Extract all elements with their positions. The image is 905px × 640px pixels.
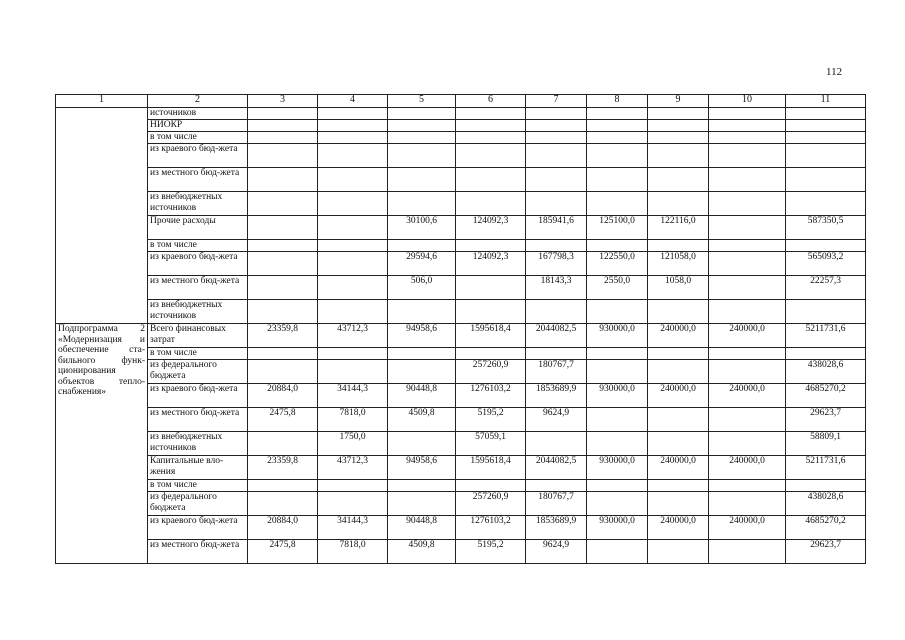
value-cell [709, 492, 786, 516]
value-cell [248, 432, 318, 456]
subprogram-cell: Подпрограмма 2 «Модернизация и обеспечение ста-бильного функ-ционирования объектов тепло-снабжения» [56, 324, 148, 564]
value-cell: 240000,0 [648, 456, 709, 480]
value-cell [248, 132, 318, 144]
value-cell [388, 300, 456, 324]
table-row [56, 540, 866, 564]
table-row [56, 168, 866, 192]
value-cell [648, 492, 709, 516]
value-cell [587, 432, 648, 456]
value-cell [318, 276, 388, 300]
table-row [56, 384, 866, 408]
value-cell [526, 144, 587, 168]
value-cell [786, 120, 866, 132]
value-cell [709, 240, 786, 252]
value-cell: 565093,2 [786, 252, 866, 276]
column-header: 3 [248, 95, 318, 108]
value-cell [318, 108, 388, 120]
value-cell [318, 168, 388, 192]
value-cell [709, 300, 786, 324]
value-cell: 930000,0 [587, 324, 648, 348]
value-cell [709, 192, 786, 216]
value-cell: 587350,5 [786, 216, 866, 240]
value-cell: 58809,1 [786, 432, 866, 456]
column-header: 5 [388, 95, 456, 108]
value-cell: 5211731,6 [786, 324, 866, 348]
table-row [56, 408, 866, 432]
value-cell [456, 120, 526, 132]
value-cell: 23359,8 [248, 456, 318, 480]
value-cell: 2475,8 [248, 408, 318, 432]
value-cell [248, 300, 318, 324]
value-cell [318, 480, 388, 492]
row-label: в том числе [148, 132, 248, 144]
value-cell: 90448,8 [388, 384, 456, 408]
table-row [56, 144, 866, 168]
value-cell [456, 132, 526, 144]
table-row [56, 492, 866, 516]
value-cell: 18143,3 [526, 276, 587, 300]
value-cell: 930000,0 [587, 456, 648, 480]
value-cell [786, 108, 866, 120]
value-cell [648, 144, 709, 168]
value-cell: 930000,0 [587, 384, 648, 408]
value-cell: 124092,3 [456, 216, 526, 240]
value-cell [248, 192, 318, 216]
value-cell: 240000,0 [709, 324, 786, 348]
value-cell [526, 192, 587, 216]
table-row [56, 120, 866, 132]
table-row [56, 132, 866, 144]
value-cell [786, 240, 866, 252]
value-cell [709, 276, 786, 300]
row-label: из краевого бюд-жета [148, 384, 248, 408]
value-cell [648, 360, 709, 384]
value-cell: 506,0 [388, 276, 456, 300]
column-header: 1 [56, 95, 148, 108]
value-cell: 438028,6 [786, 360, 866, 384]
value-cell [709, 144, 786, 168]
column-header: 9 [648, 95, 709, 108]
value-cell: 240000,0 [648, 516, 709, 540]
value-cell: 257260,9 [456, 360, 526, 384]
row-label: из внебюджетных источников [148, 432, 248, 456]
value-cell [248, 216, 318, 240]
value-cell: 29623,7 [786, 408, 866, 432]
value-cell: 20884,0 [248, 516, 318, 540]
value-cell [587, 120, 648, 132]
value-cell: 43712,3 [318, 456, 388, 480]
row-label: из федерального бюджета [148, 492, 248, 516]
value-cell: 9624,9 [526, 408, 587, 432]
column-header: 11 [786, 95, 866, 108]
value-cell [456, 480, 526, 492]
table-row [56, 348, 866, 360]
value-cell [648, 432, 709, 456]
value-cell: 257260,9 [456, 492, 526, 516]
table-row [56, 252, 866, 276]
value-cell [456, 348, 526, 360]
value-cell [648, 240, 709, 252]
value-cell: 94958,6 [388, 324, 456, 348]
value-cell [456, 108, 526, 120]
value-cell [587, 168, 648, 192]
value-cell [248, 360, 318, 384]
value-cell: 7818,0 [318, 540, 388, 564]
value-cell: 20884,0 [248, 384, 318, 408]
value-cell: 2550,0 [587, 276, 648, 300]
value-cell [318, 144, 388, 168]
value-cell [318, 360, 388, 384]
value-cell [587, 108, 648, 120]
value-cell [388, 360, 456, 384]
table-row [56, 324, 866, 348]
value-cell [587, 144, 648, 168]
value-cell [456, 300, 526, 324]
value-cell [587, 192, 648, 216]
value-cell: 5211731,6 [786, 456, 866, 480]
value-cell [587, 300, 648, 324]
value-cell [648, 132, 709, 144]
value-cell [526, 300, 587, 324]
value-cell [648, 480, 709, 492]
value-cell [248, 120, 318, 132]
table-row [56, 300, 866, 324]
table-row [56, 276, 866, 300]
row-label: из местного бюд-жета [148, 168, 248, 192]
value-cell [709, 132, 786, 144]
value-cell [526, 108, 587, 120]
value-cell [648, 168, 709, 192]
value-cell [709, 408, 786, 432]
row-label: из краевого бюд-жета [148, 252, 248, 276]
value-cell [456, 240, 526, 252]
value-cell [456, 168, 526, 192]
row-label: из внебюджетных источников [148, 192, 248, 216]
value-cell [786, 144, 866, 168]
value-cell [526, 168, 587, 192]
value-cell: 180767,7 [526, 492, 587, 516]
value-cell [248, 252, 318, 276]
row-label: в том числе [148, 348, 248, 360]
budget-table [55, 94, 866, 564]
value-cell [648, 408, 709, 432]
value-cell [786, 168, 866, 192]
value-cell: 2475,8 [248, 540, 318, 564]
value-cell: 5195,2 [456, 408, 526, 432]
value-cell [318, 300, 388, 324]
row-label: из внебюджетных источников [148, 300, 248, 324]
value-cell: 124092,3 [456, 252, 526, 276]
value-cell [709, 480, 786, 492]
value-cell [786, 192, 866, 216]
row-label: источников [148, 108, 248, 120]
value-cell: 4685270,2 [786, 516, 866, 540]
value-cell [648, 300, 709, 324]
value-cell: 4685270,2 [786, 384, 866, 408]
value-cell [388, 168, 456, 192]
value-cell [648, 348, 709, 360]
value-cell [318, 192, 388, 216]
value-cell: 185941,6 [526, 216, 587, 240]
value-cell [388, 120, 456, 132]
table-row [56, 216, 866, 240]
value-cell: 43712,3 [318, 324, 388, 348]
value-cell [318, 252, 388, 276]
value-cell [248, 108, 318, 120]
value-cell [786, 300, 866, 324]
value-cell: 1595618,4 [456, 324, 526, 348]
program-cell [56, 108, 148, 324]
table-row [56, 360, 866, 384]
row-label: Капитальные вло-жения [148, 456, 248, 480]
table-row [56, 456, 866, 480]
row-label: из краевого бюд-жета [148, 144, 248, 168]
value-cell [709, 360, 786, 384]
value-cell [318, 240, 388, 252]
value-cell: 240000,0 [709, 384, 786, 408]
row-label: из местного бюд-жета [148, 540, 248, 564]
value-cell [587, 492, 648, 516]
row-label: из федерального бюджета [148, 360, 248, 384]
value-cell [456, 276, 526, 300]
row-label: Всего финансовых затрат [148, 324, 248, 348]
value-cell: 34144,3 [318, 516, 388, 540]
value-cell [709, 120, 786, 132]
value-cell: 122116,0 [648, 216, 709, 240]
table-row [56, 108, 866, 120]
value-cell: 9624,9 [526, 540, 587, 564]
value-cell [318, 348, 388, 360]
row-label: из местного бюд-жета [148, 276, 248, 300]
value-cell [456, 192, 526, 216]
row-label: из местного бюд-жета [148, 408, 248, 432]
value-cell [587, 540, 648, 564]
value-cell: 1853689,9 [526, 384, 587, 408]
header-row [56, 95, 866, 108]
row-label: Прочие расходы [148, 216, 248, 240]
value-cell [709, 540, 786, 564]
row-label: из краевого бюд-жета [148, 516, 248, 540]
value-cell [248, 492, 318, 516]
column-header: 4 [318, 95, 388, 108]
page-number: 112 [826, 66, 843, 78]
row-label: в том числе [148, 240, 248, 252]
value-cell [648, 540, 709, 564]
value-cell [388, 348, 456, 360]
value-cell [388, 132, 456, 144]
value-cell [709, 432, 786, 456]
value-cell [248, 276, 318, 300]
value-cell: 90448,8 [388, 516, 456, 540]
value-cell [587, 360, 648, 384]
column-header: 6 [456, 95, 526, 108]
value-cell [648, 192, 709, 216]
value-cell: 240000,0 [648, 384, 709, 408]
value-cell [709, 348, 786, 360]
value-cell: 7818,0 [318, 408, 388, 432]
value-cell [526, 132, 587, 144]
value-cell: 94958,6 [388, 456, 456, 480]
value-cell: 5195,2 [456, 540, 526, 564]
value-cell: 57059,1 [456, 432, 526, 456]
value-cell [709, 252, 786, 276]
value-cell: 30100,6 [388, 216, 456, 240]
value-cell [786, 132, 866, 144]
value-cell [388, 432, 456, 456]
value-cell: 125100,0 [587, 216, 648, 240]
value-cell: 1595618,4 [456, 456, 526, 480]
table-row [56, 432, 866, 456]
value-cell [786, 348, 866, 360]
value-cell [318, 132, 388, 144]
value-cell [587, 240, 648, 252]
value-cell [526, 480, 587, 492]
value-cell: 1058,0 [648, 276, 709, 300]
value-cell: 240000,0 [648, 324, 709, 348]
value-cell: 167798,3 [526, 252, 587, 276]
value-cell: 180767,7 [526, 360, 587, 384]
value-cell: 4509,8 [388, 540, 456, 564]
value-cell: 23359,8 [248, 324, 318, 348]
value-cell [587, 132, 648, 144]
value-cell [526, 240, 587, 252]
value-cell: 122550,0 [587, 252, 648, 276]
value-cell [587, 408, 648, 432]
value-cell [456, 144, 526, 168]
value-cell [648, 108, 709, 120]
table-row [56, 192, 866, 216]
column-header: 8 [587, 95, 648, 108]
column-header: 7 [526, 95, 587, 108]
value-cell [388, 108, 456, 120]
row-label: в том числе [148, 480, 248, 492]
value-cell: 240000,0 [709, 516, 786, 540]
value-cell [388, 192, 456, 216]
table-row [56, 240, 866, 252]
value-cell [248, 168, 318, 192]
value-cell: 121058,0 [648, 252, 709, 276]
value-cell [248, 240, 318, 252]
value-cell: 2044082,5 [526, 456, 587, 480]
value-cell: 29594,6 [388, 252, 456, 276]
table-row [56, 516, 866, 540]
table-row [56, 480, 866, 492]
value-cell [318, 216, 388, 240]
value-cell [318, 120, 388, 132]
value-cell [248, 348, 318, 360]
value-cell [526, 120, 587, 132]
value-cell: 34144,3 [318, 384, 388, 408]
value-cell [388, 480, 456, 492]
value-cell [248, 144, 318, 168]
value-cell [709, 168, 786, 192]
row-label: НИОКР [148, 120, 248, 132]
value-cell [709, 216, 786, 240]
value-cell [648, 120, 709, 132]
value-cell [709, 108, 786, 120]
value-cell: 438028,6 [786, 492, 866, 516]
value-cell [388, 240, 456, 252]
value-cell: 1276103,2 [456, 516, 526, 540]
value-cell [587, 480, 648, 492]
value-cell: 240000,0 [709, 456, 786, 480]
value-cell [388, 492, 456, 516]
value-cell [526, 348, 587, 360]
value-cell [526, 432, 587, 456]
value-cell: 930000,0 [587, 516, 648, 540]
value-cell [318, 492, 388, 516]
value-cell [388, 144, 456, 168]
value-cell: 1853689,9 [526, 516, 587, 540]
column-header: 10 [709, 95, 786, 108]
column-header: 2 [148, 95, 248, 108]
value-cell: 22257,3 [786, 276, 866, 300]
value-cell [786, 480, 866, 492]
value-cell: 2044082,5 [526, 324, 587, 348]
value-cell: 1276103,2 [456, 384, 526, 408]
value-cell [587, 348, 648, 360]
value-cell [248, 480, 318, 492]
value-cell: 29623,7 [786, 540, 866, 564]
value-cell: 4509,8 [388, 408, 456, 432]
value-cell: 1750,0 [318, 432, 388, 456]
